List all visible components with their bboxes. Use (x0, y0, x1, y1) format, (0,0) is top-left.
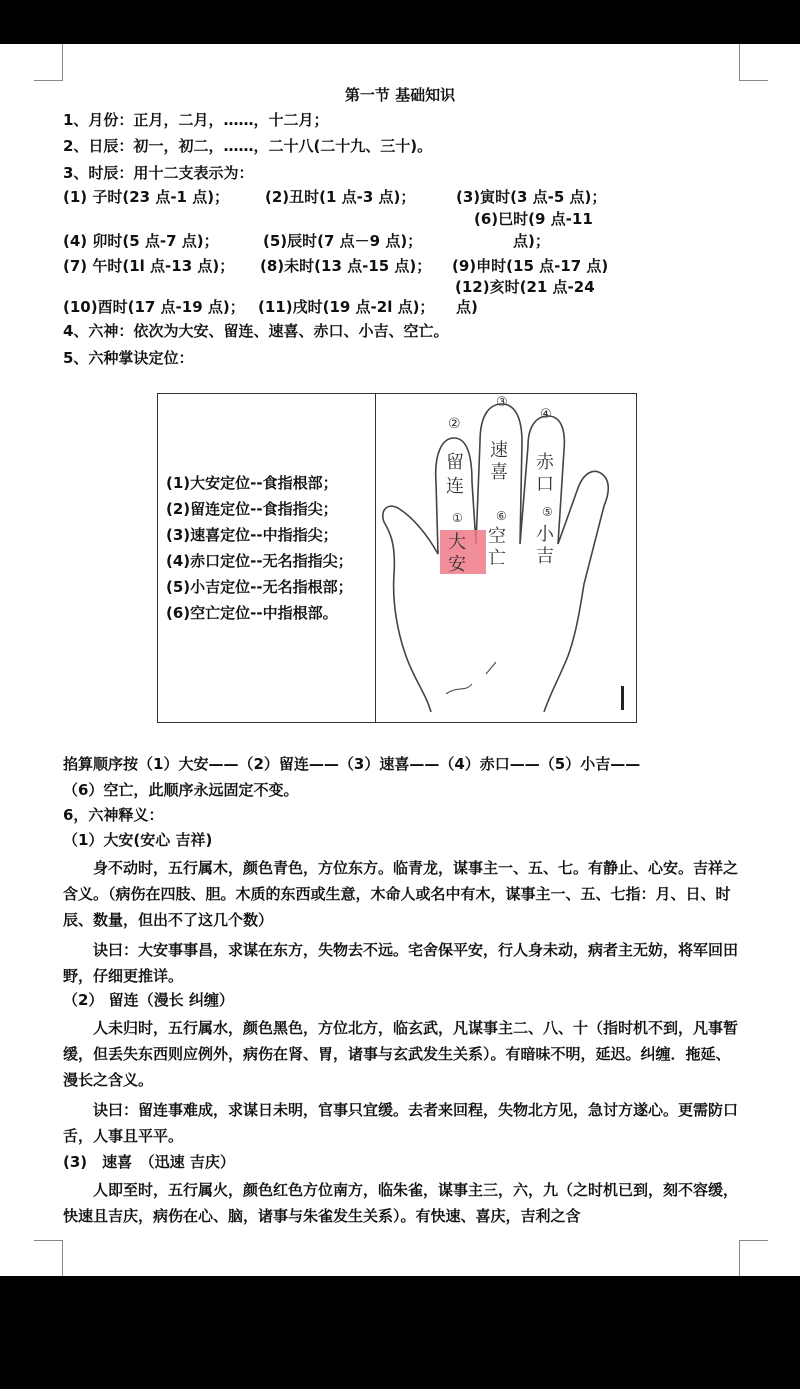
finger-label-liulian-1: 留 (446, 452, 464, 473)
crop-mark-bottom-left (34, 1240, 63, 1276)
finger-label-daan-1: 大 (448, 532, 466, 553)
finger-label-xiaoji-2: 吉 (536, 546, 554, 567)
diagram-item-chikou: (4)赤口定位--无名指指尖； (166, 552, 353, 570)
hour-shen: (9)申时(15 点-17 点) (452, 257, 609, 275)
line-months: 1、月份：正月，二月，……，十二月； (63, 111, 329, 129)
crop-mark-bottom-right (739, 1240, 768, 1276)
daan-p2: 诀曰：大安事事昌，求谋在东方，失物去不远。宅舍保平安，行人身未动，病者主无妨，将军回田野，仔细更推详。 (63, 941, 739, 985)
hour-si-part2: 点)； (513, 232, 550, 250)
diagram-item-xiaoji: (5)小吉定位--无名指根部； (166, 578, 353, 596)
order-line-1: 掐算顺序按（1）大安——（2）留连——（3）速喜——（4）赤口——（5）小吉—— (63, 755, 641, 773)
hour-wei: (8)未时(13 点-15 点)； (260, 257, 432, 275)
hour-you: (10)酉时(17 点-19 点)； (63, 298, 245, 316)
suxi-p1: 人即至时，五行属火，颜色红色方位南方，临朱雀，谋事主三，六，九（之时机已到，刻不容缓，快速且吉庆，病伤在心、脑，诸事与朱雀发生关系）。有快速、喜庆，吉利之含 (63, 1181, 739, 1225)
line-six-gods: 4、六神：依次为大安、留连、速喜、赤口、小吉、空亡。 (63, 322, 449, 340)
hour-hai-part2: 点) (456, 298, 478, 316)
liulian-p1: 人未归时，五行属水，颜色黑色，方位北方，临玄武，凡谋事主二、八、十（指时机不到，凡事暂缓，但丢失东西则应例外，病伤在肾、胃，诸事与玄武发生关系）。有暗味不明，延迟。纠缠．拖延、漫长之含义。 (63, 1019, 739, 1089)
diagram-item-suxi: (3)速喜定位--中指指尖； (166, 526, 338, 544)
hour-chen: (5)辰时(7 点－9 点)； (263, 232, 423, 250)
diagram-item-kongwang: (6)空亡定位--中指根部。 (166, 604, 338, 622)
daan-description (63, 855, 739, 989)
crop-mark-top-right (739, 44, 768, 81)
finger-label-xiaoji-1: 小 (536, 524, 554, 545)
finger-number-4: ④ (540, 407, 552, 422)
finger-label-suxi-1: 速 (490, 440, 508, 461)
diagram-item-daan: (1)大安定位--食指根部； (166, 474, 338, 492)
heading-daan: （1）大安(安心 吉祥) (63, 831, 213, 849)
heading-suxi: (3) 速喜 （迅速 吉庆） (63, 1153, 235, 1171)
liulian-p2: 诀曰：留连事难成，求谋日未明，官事只宜缓。去者来回程，失物北方见，急讨方遂心。更需防口舌，人事且平平。 (63, 1101, 739, 1145)
finger-label-kongwang-1: 空 (488, 526, 506, 547)
finger-number-1: ① (452, 511, 463, 525)
document-page (0, 44, 800, 1276)
finger-label-kongwang-2: 亡 (488, 548, 506, 569)
suxi-description (63, 1177, 739, 1229)
finger-label-suxi-2: 喜 (490, 462, 508, 483)
liulian-description (63, 1015, 739, 1149)
hour-hai-part1: (12)亥时(21 点-24 (455, 278, 595, 296)
finger-label-liulian-2: 连 (446, 476, 464, 497)
daan-p1: 身不动时，五行属木，颜色青色，方位东方。临青龙，谋事主一、五、七。有静止、心安。吉祥之含义。（病伤在四肢、胆。木质的东西或生意，木命人或名中有木，谋事主一、五、七指：月、日、时辰、数量，但出不了这几个数） (63, 859, 739, 929)
finger-number-5: ⑤ (542, 505, 553, 519)
hour-chou: (2)丑时(1 点-3 点)； (265, 188, 416, 206)
diagram-item-liulian: (2)留连定位--食指指尖； (166, 500, 338, 518)
hour-zi: (1) 子时(23 点-1 点)； (63, 188, 230, 206)
hour-wu: (7) 午时(1l 点-13 点)； (63, 257, 235, 275)
finger-label-chikou-2: 口 (536, 474, 554, 495)
hour-si-part1: (6)巳时(9 点-11 (474, 210, 593, 228)
heading-liulian: （2） 留连（漫长 纠缠） (63, 991, 234, 1009)
section-title: 第一节 基础知识 (344, 86, 456, 104)
hour-xu: (11)戌时(19 点-2l 点)； (258, 298, 435, 316)
finger-label-daan-2: 安 (448, 554, 466, 575)
order-line-2: （6）空亡，此顺序永远固定不变。 (63, 781, 299, 799)
finger-label-chikou-1: 赤 (536, 452, 554, 473)
finger-number-3: ③ (496, 395, 508, 410)
palm-diagram (157, 393, 637, 723)
finger-number-2: ② (448, 416, 461, 432)
pointer-mark (621, 686, 624, 710)
line-days: 2、日辰：初一，初二，……，二十八(二十九、三十)。 (63, 137, 433, 155)
finger-number-6: ⑥ (496, 509, 507, 523)
crop-mark-top-left (34, 44, 63, 81)
section-six-meanings: 6，六神释义： (63, 806, 164, 824)
hour-yin: (3)寅时(3 点-5 点)； (456, 188, 607, 206)
hour-mao: (4) 卯时(5 点-7 点)； (63, 232, 219, 250)
line-hours-heading: 3、时辰：用十二支表示为： (63, 164, 254, 182)
line-palm-positions: 5、六种掌诀定位： (63, 349, 194, 367)
hand-illustration (376, 394, 636, 722)
